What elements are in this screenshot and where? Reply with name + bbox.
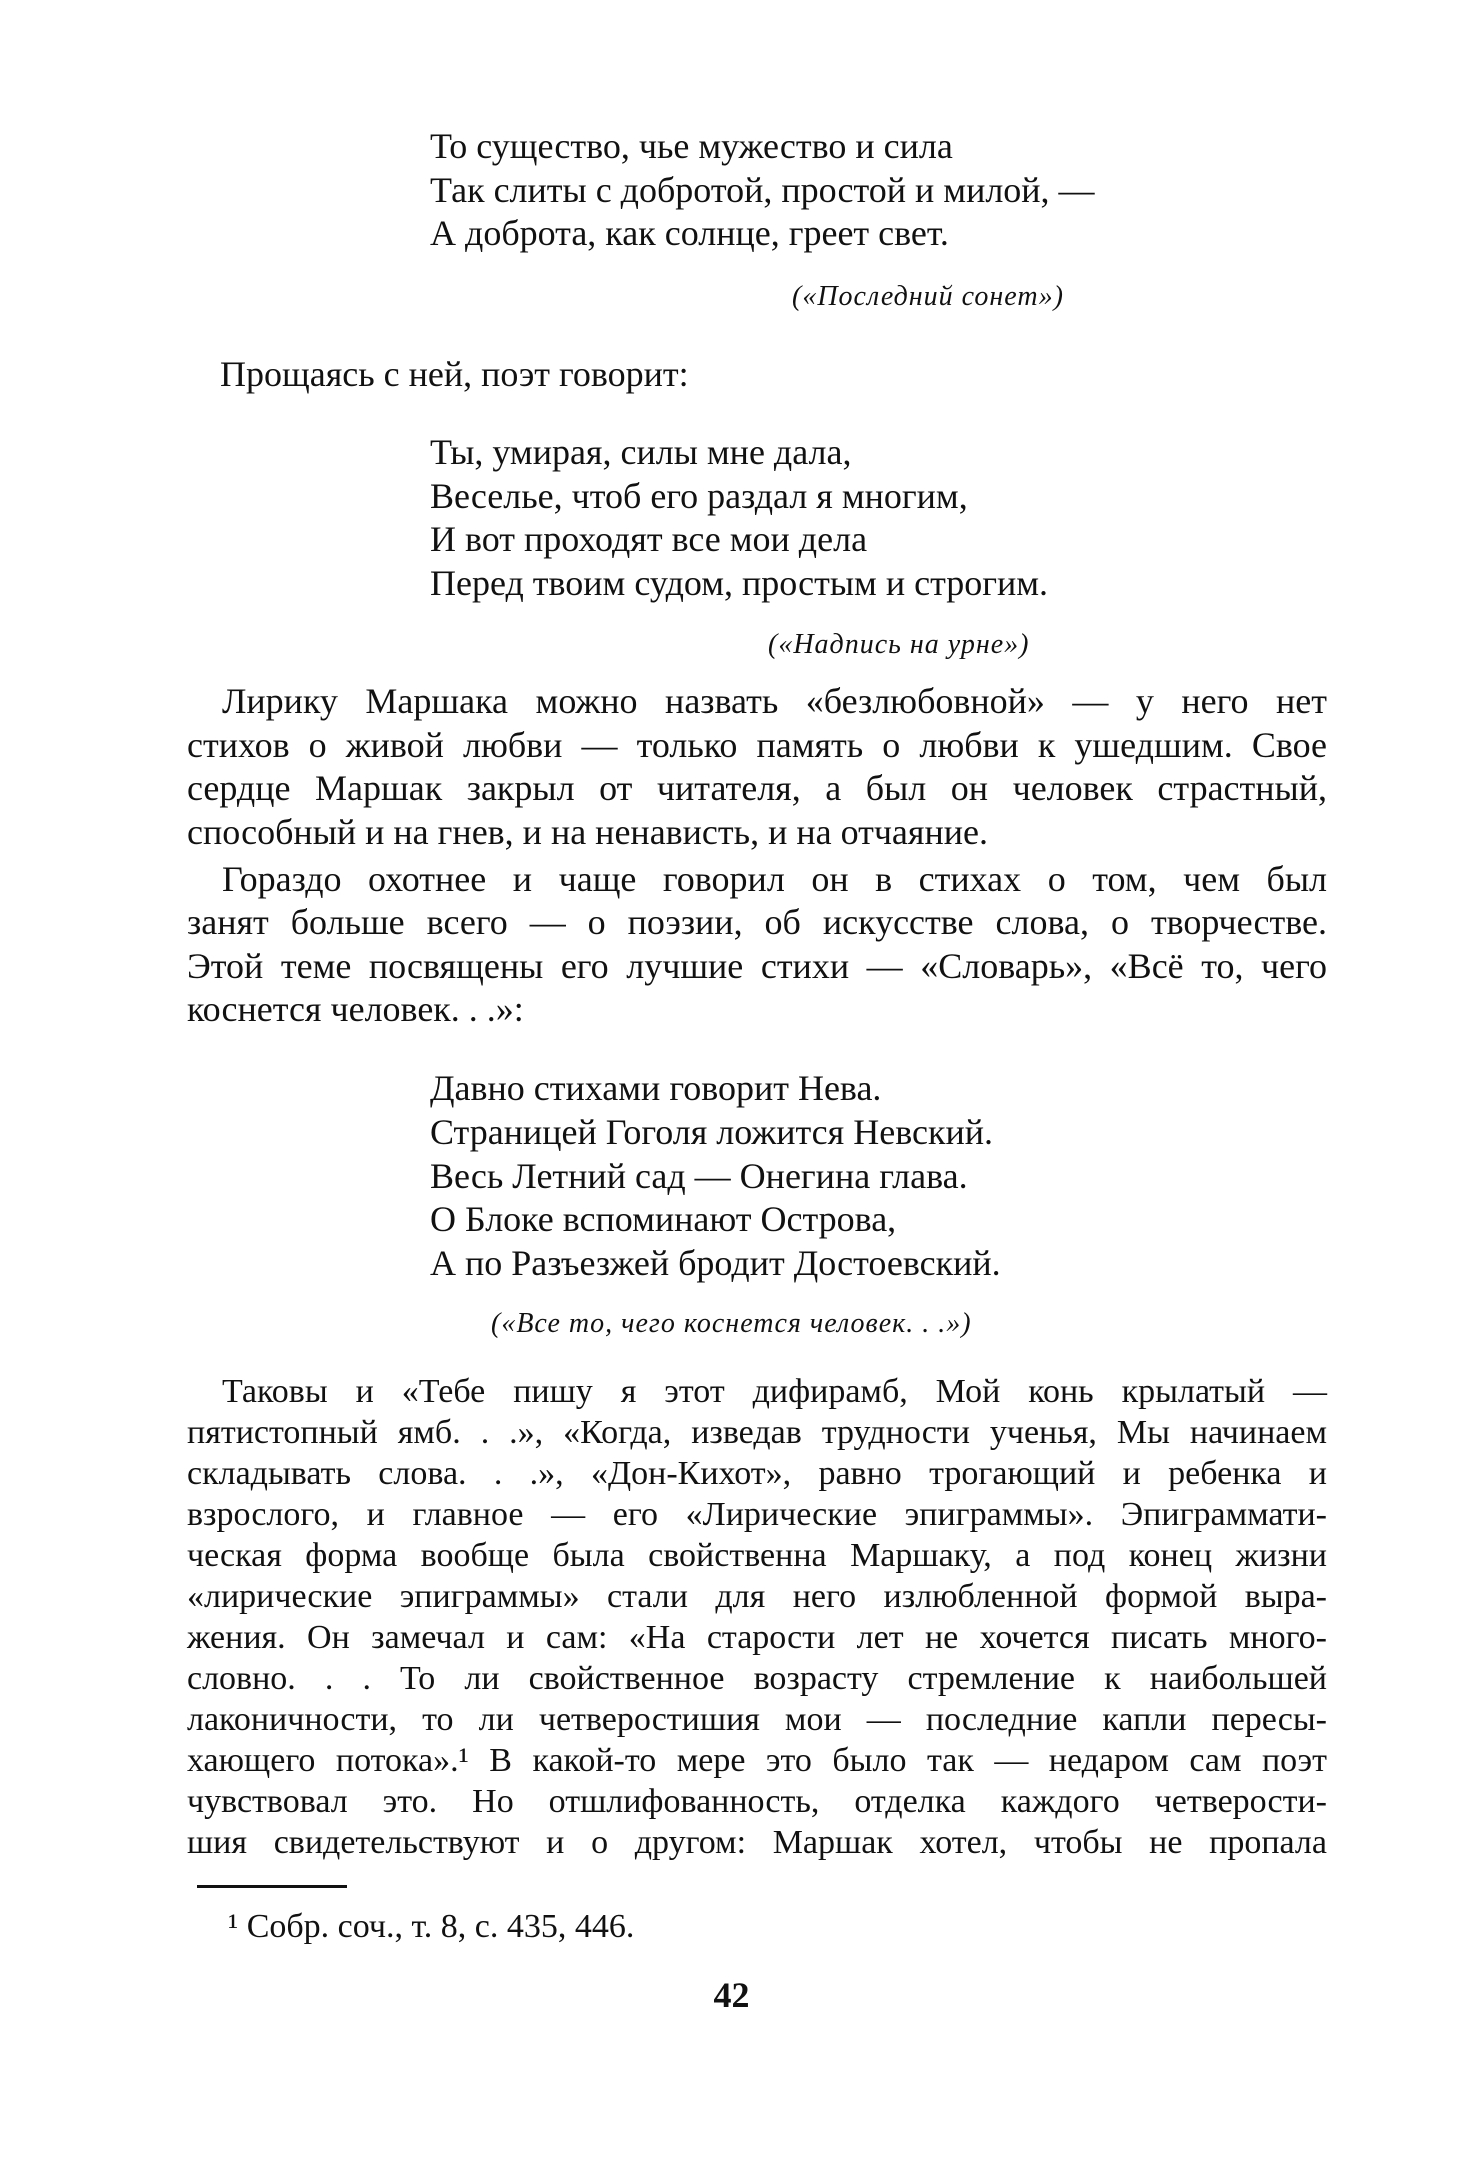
- paragraph-line: стихов о живой любви — только память о любви к ушедшим. Свое: [187, 725, 1327, 765]
- paragraph-line: лаконичности, то ли четверостишия мои — последние капли пересы-: [187, 1701, 1327, 1738]
- verse-line: Давно стихами говорит Нева.: [430, 1068, 882, 1108]
- paragraph-line: коснется человек. . .»:: [187, 989, 524, 1029]
- verse-caption-1: («Последний сонет»): [792, 281, 1064, 312]
- paragraph-line: Таковы и «Тебе пишу я этот дифирамб, Мой конь крылатый —: [222, 1373, 1327, 1410]
- verse-line: Весь Летний сад — Онегина глава.: [430, 1156, 968, 1196]
- paragraph-line: жения. Он замечал и сам: «На старости лет не хочется писать много-: [187, 1619, 1327, 1656]
- verse-line: Так слиты с добротой, простой и милой, —: [430, 170, 1095, 210]
- paragraph-line: способный и на гнев, и на ненависть, и на отчаяние.: [187, 812, 988, 852]
- verse-line: То существо, чье мужество и сила: [430, 126, 953, 166]
- paragraph-line: чувствовал это. Но отшлифованность, отделка каждого четверости-: [187, 1783, 1327, 1820]
- paragraph-line: ческая форма вообще была свойственна Маршаку, а под конец жизни: [187, 1537, 1327, 1574]
- paragraph-line: словно. . . То ли свойственное возрасту стремление к наибольшей: [187, 1660, 1327, 1697]
- paragraph-line: хающего потока».¹ В какой-то мере это было так — недаром сам поэт: [187, 1742, 1327, 1779]
- verse-line: Страницей Гоголя ложится Невский.: [430, 1112, 993, 1152]
- footnote-rule: [197, 1885, 347, 1888]
- paragraph-line: Этой теме посвящены его лучшие стихи — «Словарь», «Всё то, чего: [187, 946, 1327, 986]
- paragraph-line: взрослого, и главное — его «Лирические эпиграммы». Эпиграммати-: [187, 1496, 1327, 1533]
- intro-text: Прощаясь с ней, поэт говорит:: [220, 354, 689, 394]
- verse-line: О Блоке вспоминают Острова,: [430, 1199, 897, 1239]
- verse-line: Веселье, чтоб его раздал я многим,: [430, 476, 968, 516]
- paragraph-line: «лирические эпиграммы» стали для него излюбленной формой выра-: [187, 1578, 1327, 1615]
- paragraph-line: шия свидетельствуют и о другом: Маршак хотел, чтобы не пропала: [187, 1824, 1327, 1861]
- paragraph-line: пятистопный ямб. . .», «Когда, изведав трудности ученья, Мы начинаем: [187, 1414, 1327, 1451]
- paragraph-line: занят больше всего — о поэзии, об искусстве слова, о творчестве.: [187, 902, 1327, 942]
- verse-line: Ты, умирая, силы мне дала,: [430, 432, 852, 472]
- paragraph-line: складывать слова. . .», «Дон-Кихот», равно трогающий и ребенка и: [187, 1455, 1327, 1492]
- verse-caption-3: («Все то, чего коснется человек. . .»): [491, 1308, 972, 1339]
- paragraph-line: Гораздо охотнее и чаще говорил он в стихах о том, чем был: [222, 859, 1327, 899]
- verse-line: И вот проходят все мои дела: [430, 519, 868, 559]
- verse-caption-2: («Надпись на урне»): [768, 629, 1030, 660]
- paragraph-line: сердце Маршак закрыл от читателя, а был он человек страстный,: [187, 768, 1327, 808]
- verse-line: А доброта, как солнце, греет свет.: [430, 213, 949, 253]
- paragraph-line: Лирику Маршака можно назвать «безлюбовной» — у него нет: [222, 681, 1327, 721]
- page-number: 42: [713, 1975, 750, 2015]
- verse-line: А по Разъезжей бродит Достоевский.: [430, 1243, 1001, 1283]
- footnote: ¹ Собр. соч., т. 8, с. 435, 446.: [228, 1908, 635, 1945]
- verse-line: Перед твоим судом, простым и строгим.: [430, 563, 1049, 603]
